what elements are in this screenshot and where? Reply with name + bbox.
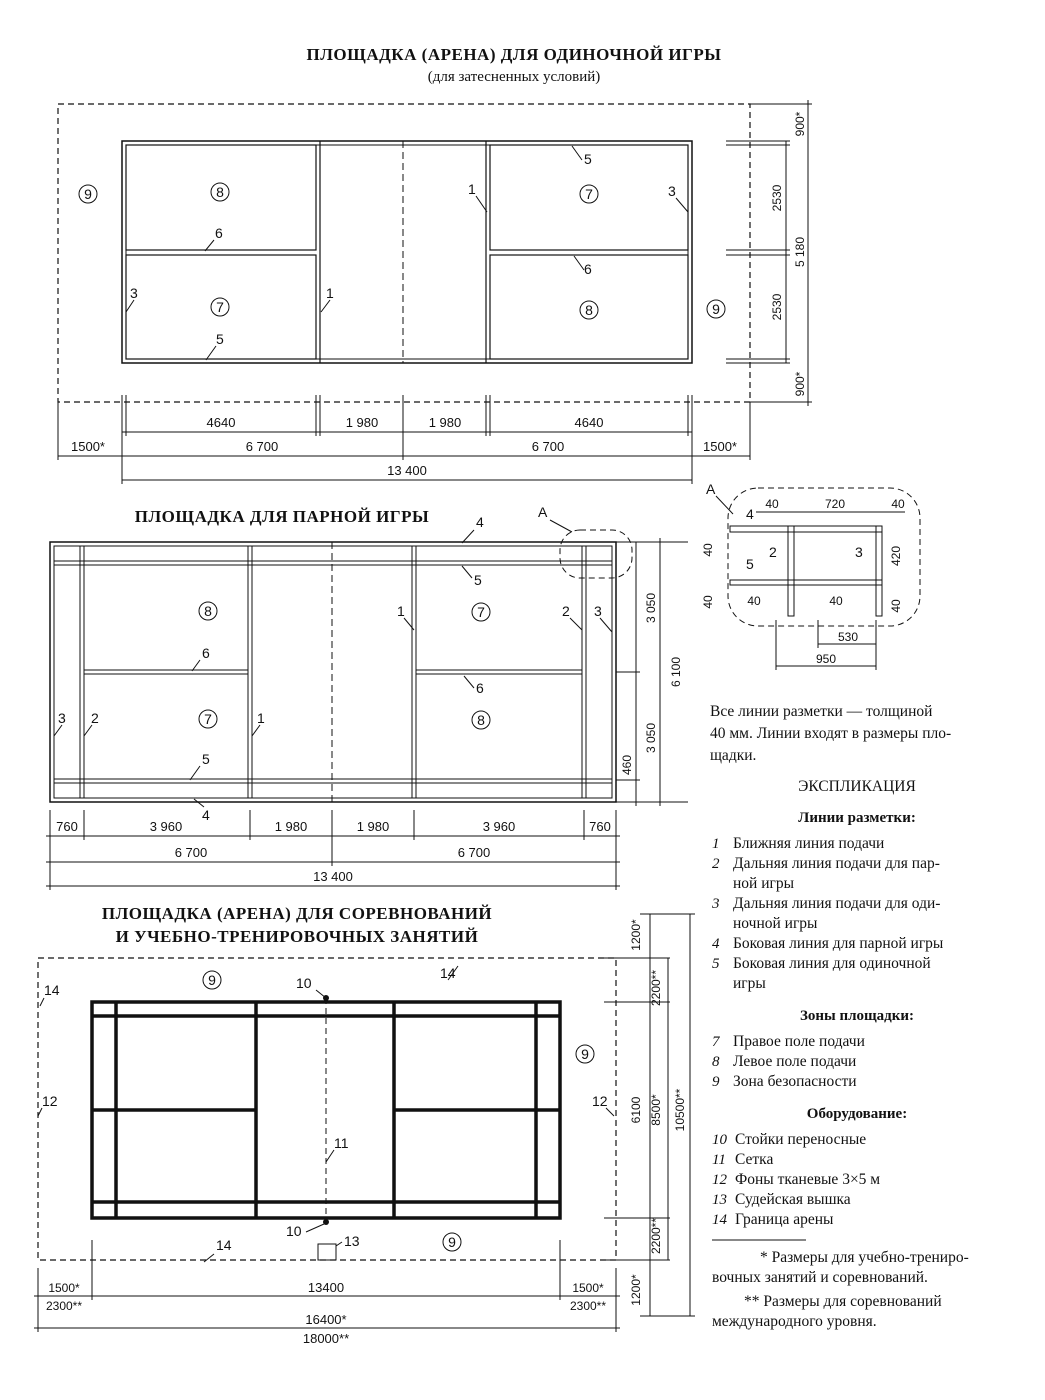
svg-text:460: 460 — [620, 754, 634, 776]
svg-text:720: 720 — [824, 497, 846, 511]
svg-text:2200**: 2200** — [649, 1217, 663, 1255]
svg-text:10: 10 — [712, 1132, 727, 1148]
svg-text:5: 5 — [474, 572, 482, 588]
svg-text:8: 8 — [204, 603, 212, 619]
svg-text:8: 8 — [477, 712, 485, 728]
svg-text:Судейская вышка: Судейская вышка — [735, 1191, 851, 1208]
svg-text:3 050: 3 050 — [644, 722, 658, 754]
svg-text:1200*: 1200* — [629, 1274, 643, 1306]
doubles-line-label-5-top — [462, 566, 482, 588]
doubles-court-title: ПЛОЩАДКА ДЛЯ ПАРНОЙ ИГРЫ — [134, 507, 430, 526]
svg-text:6: 6 — [476, 680, 484, 696]
svg-text:2: 2 — [769, 544, 777, 560]
svg-text:10500**: 10500** — [673, 1088, 687, 1132]
arena-label-14-bottom — [204, 1237, 232, 1262]
svg-text:40: 40 — [889, 599, 903, 613]
single-bottom-dimensions — [58, 395, 750, 484]
svg-text:760: 760 — [589, 819, 611, 834]
arena-label-10-bottom — [286, 1223, 324, 1239]
svg-text:2: 2 — [562, 603, 570, 619]
svg-text:13: 13 — [344, 1233, 360, 1249]
single-court-section — [58, 45, 812, 484]
svg-text:1 980: 1 980 — [345, 415, 379, 430]
svg-text:9: 9 — [84, 186, 92, 202]
svg-text:13 400: 13 400 — [313, 869, 353, 884]
svg-text:2300**: 2300** — [45, 1299, 83, 1313]
svg-text:* Размеры для учебно-трениро-: * Размеры для учебно-трениро- — [760, 1249, 969, 1266]
svg-text:13 400: 13 400 — [387, 463, 427, 478]
svg-text:9: 9 — [208, 972, 216, 988]
svg-text:8500*: 8500* — [649, 1094, 663, 1126]
arena-label-12-left — [38, 1093, 58, 1116]
svg-text:1500*: 1500* — [48, 1281, 80, 1295]
svg-text:ночной игры: ночной игры — [733, 915, 818, 932]
svg-text:5: 5 — [746, 556, 754, 572]
svg-text:вочных занятий и соревнований.: вочных занятий и соревнований. — [712, 1269, 928, 1286]
svg-text:3 960: 3 960 — [482, 819, 516, 834]
doubles-line-label-4-top — [462, 514, 484, 543]
svg-text:Стойки переносные: Стойки переносные — [735, 1131, 867, 1148]
svg-text:9: 9 — [581, 1046, 589, 1062]
svg-text:14: 14 — [44, 982, 60, 998]
svg-text:2200**: 2200** — [649, 969, 663, 1007]
single-safety-border — [58, 104, 750, 402]
single-zone-8-left — [211, 183, 229, 201]
svg-text:14: 14 — [216, 1237, 232, 1253]
svg-text:4: 4 — [746, 506, 754, 522]
single-line-label-5-top — [572, 146, 592, 167]
legend-zones-heading: Зоны площадки: — [799, 1008, 915, 1024]
svg-text:9: 9 — [712, 301, 720, 317]
svg-text:4: 4 — [202, 807, 210, 823]
single-line-label-5-bottom — [206, 331, 224, 360]
svg-text:Правое поле подачи: Правое поле подачи — [733, 1033, 865, 1050]
svg-text:щадки.: щадки. — [710, 747, 757, 764]
svg-text:1 980: 1 980 — [428, 415, 462, 430]
doubles-zone-7-right — [472, 603, 490, 621]
svg-text:18000**: 18000** — [302, 1331, 350, 1346]
svg-text:2300**: 2300** — [569, 1299, 607, 1313]
svg-text:3 050: 3 050 — [644, 592, 658, 624]
svg-text:3: 3 — [58, 710, 66, 726]
svg-text:6 700: 6 700 — [457, 845, 491, 860]
doubles-line-label-2-right — [562, 603, 582, 630]
svg-text:Ближняя линия подачи: Ближняя линия подачи — [733, 835, 885, 852]
svg-text:4640: 4640 — [206, 415, 236, 430]
svg-text:900*: 900* — [793, 111, 807, 137]
svg-text:40: 40 — [701, 543, 715, 557]
doubles-zone-8-left — [199, 602, 217, 620]
svg-text:6 700: 6 700 — [245, 439, 279, 454]
doubles-line-label-1-left — [252, 710, 265, 736]
svg-text:40: 40 — [765, 497, 779, 511]
svg-text:2530: 2530 — [770, 293, 784, 321]
svg-text:6: 6 — [202, 645, 210, 661]
svg-text:420: 420 — [889, 545, 903, 567]
svg-text:1 980: 1 980 — [274, 819, 308, 834]
single-zone-9-right — [707, 300, 725, 318]
svg-text:Левое поле подачи: Левое поле подачи — [733, 1053, 857, 1070]
svg-text:760: 760 — [56, 819, 78, 834]
svg-text:Все линии разметки — толщиной: Все линии разметки — толщиной — [710, 703, 933, 720]
svg-text:5 180: 5 180 — [793, 236, 807, 268]
svg-text:6 700: 6 700 — [174, 845, 208, 860]
svg-text:3: 3 — [855, 544, 863, 560]
svg-text:10: 10 — [296, 975, 312, 991]
arena-label-10-top — [296, 975, 326, 998]
doubles-bottom-dimensions — [46, 810, 620, 890]
svg-text:7: 7 — [216, 299, 224, 315]
svg-text:Граница арены: Граница арены — [735, 1211, 834, 1228]
svg-text:1500*: 1500* — [71, 439, 105, 454]
arena-title-line-1: ПЛОЩАДКА (АРЕНА) ДЛЯ СОРЕВНОВАНИЙ — [101, 904, 493, 923]
svg-text:40: 40 — [891, 497, 905, 511]
svg-text:12: 12 — [42, 1093, 58, 1109]
arena-zone-9-bottom — [443, 1233, 461, 1251]
svg-text:международного уровня.: международного уровня. — [712, 1313, 877, 1330]
doubles-zone-8-right — [472, 711, 490, 729]
detail-a-label: А — [706, 481, 716, 497]
single-court-inner — [126, 145, 688, 359]
svg-text:2530: 2530 — [770, 184, 784, 212]
svg-text:1: 1 — [712, 836, 720, 852]
svg-text:3: 3 — [594, 603, 602, 619]
svg-text:6 700: 6 700 — [531, 439, 565, 454]
legend-equipment-heading: Оборудование: — [806, 1106, 908, 1122]
doubles-line-label-1-right — [397, 603, 414, 630]
svg-text:4: 4 — [712, 936, 720, 952]
svg-text:Боковая линия для парной игры: Боковая линия для парной игры — [733, 935, 944, 952]
svg-text:8: 8 — [585, 302, 593, 318]
svg-text:Фоны тканевые 3×5 м: Фоны тканевые 3×5 м — [735, 1171, 881, 1188]
arena-right-dimensions — [604, 914, 695, 1316]
svg-text:5: 5 — [202, 751, 210, 767]
doubles-court-outer — [50, 542, 616, 802]
svg-text:2: 2 — [91, 710, 99, 726]
svg-text:1: 1 — [397, 603, 405, 619]
svg-text:16400*: 16400* — [305, 1312, 347, 1327]
svg-text:9: 9 — [712, 1074, 720, 1090]
svg-text:игры: игры — [733, 975, 766, 992]
single-line-label-3-left — [126, 285, 138, 312]
doubles-line-label-6-left — [192, 645, 210, 671]
svg-text:3: 3 — [712, 896, 720, 912]
arena-bottom-dimensions — [34, 1240, 620, 1346]
svg-text:5: 5 — [712, 956, 720, 972]
svg-text:Дальняя линия подачи для пар-: Дальняя линия подачи для пар- — [733, 855, 940, 872]
single-court-title: ПЛОЩАДКА (АРЕНА) ДЛЯ ОДИНОЧНОЙ ИГРЫ — [306, 45, 722, 64]
single-zone-9-left — [79, 185, 97, 203]
svg-text:1500*: 1500* — [703, 439, 737, 454]
legend-explication — [711, 778, 969, 1330]
svg-text:3 960: 3 960 — [149, 819, 183, 834]
svg-text:6: 6 — [584, 261, 592, 277]
doubles-line-label-5-bottom — [190, 751, 210, 780]
doubles-line-label-6-right — [464, 676, 484, 696]
single-line-label-3-right — [668, 183, 688, 212]
svg-text:950: 950 — [815, 652, 837, 666]
svg-text:3: 3 — [130, 285, 138, 301]
svg-text:Сетка: Сетка — [735, 1151, 774, 1168]
svg-text:14: 14 — [440, 965, 456, 981]
svg-text:6 100: 6 100 — [669, 656, 683, 688]
single-line-label-6-left — [205, 225, 223, 251]
svg-text:Боковая линия для одиночной: Боковая линия для одиночной — [733, 955, 931, 972]
doubles-line-label-2-left — [84, 710, 99, 736]
doubles-line-label-3-left — [54, 710, 66, 736]
svg-text:9: 9 — [448, 1234, 456, 1250]
single-line-label-1-right — [468, 181, 487, 212]
svg-text:8: 8 — [712, 1054, 720, 1070]
single-zone-8-right — [580, 301, 598, 319]
svg-text:7: 7 — [477, 604, 485, 620]
arena-label-14-left — [40, 982, 60, 1006]
arena-section — [34, 904, 695, 1346]
svg-text:4640: 4640 — [574, 415, 604, 430]
svg-text:1: 1 — [468, 181, 476, 197]
arena-label-14-top — [440, 965, 458, 981]
doubles-court-section — [46, 504, 688, 890]
svg-text:11: 11 — [334, 1135, 349, 1151]
svg-text:2: 2 — [712, 856, 720, 872]
svg-text:12: 12 — [592, 1093, 608, 1109]
single-line-label-6-right — [574, 256, 592, 277]
single-court-subtitle: (для затесненных условий) — [427, 69, 601, 85]
svg-text:8: 8 — [216, 184, 224, 200]
svg-text:7: 7 — [712, 1034, 720, 1050]
doubles-detail-marker — [538, 504, 632, 578]
svg-text:13: 13 — [712, 1192, 727, 1208]
doubles-right-dimensions — [616, 538, 688, 806]
svg-text:1: 1 — [257, 710, 265, 726]
single-zone-7-left — [211, 298, 229, 316]
arena-label-11 — [326, 1135, 349, 1162]
svg-text:530: 530 — [837, 630, 859, 644]
single-line-label-1-left — [321, 285, 334, 312]
legend-marking-heading: Линии разметки: — [798, 810, 916, 826]
svg-text:40: 40 — [829, 594, 843, 608]
arena-label-12-right — [592, 1093, 614, 1116]
arena-title-line-2: И УЧЕБНО-ТРЕНИРОВОЧНЫХ ЗАНЯТИЙ — [115, 927, 479, 946]
arena-umpire-chair — [318, 1233, 360, 1260]
svg-text:12: 12 — [712, 1172, 727, 1188]
detail-a — [701, 481, 920, 670]
svg-text:6: 6 — [215, 225, 223, 241]
arena-zone-9-top — [203, 971, 221, 989]
svg-text:1: 1 — [326, 285, 334, 301]
svg-text:4: 4 — [476, 514, 484, 530]
svg-text:7: 7 — [585, 186, 593, 202]
doubles-court-inner — [54, 546, 612, 798]
single-zone-7-right — [580, 185, 598, 203]
svg-text:40: 40 — [747, 594, 761, 608]
svg-text:6100: 6100 — [629, 1096, 643, 1124]
svg-text:5: 5 — [584, 151, 592, 167]
svg-text:ной игры: ной игры — [733, 875, 795, 892]
doubles-zone-7-left — [199, 710, 217, 728]
svg-text:900*: 900* — [793, 371, 807, 397]
svg-text:Зона безопасности: Зона безопасности — [733, 1073, 857, 1090]
svg-text:** Размеры для соревнований: ** Размеры для соревнований — [744, 1293, 942, 1310]
svg-text:40 мм. Линии входят в размеры: 40 мм. Линии входят в размеры пло- — [710, 725, 952, 742]
legend-title: ЭКСПЛИКАЦИЯ — [798, 778, 916, 795]
svg-text:А: А — [538, 504, 548, 520]
single-right-dimensions — [726, 100, 812, 406]
svg-text:Дальняя линия подачи для оди-: Дальняя линия подачи для оди- — [733, 895, 941, 912]
svg-text:7: 7 — [204, 711, 212, 727]
svg-text:3: 3 — [668, 183, 676, 199]
marking-note — [710, 703, 951, 764]
svg-text:1500*: 1500* — [572, 1281, 604, 1295]
svg-text:14: 14 — [712, 1212, 727, 1228]
arena-zone-9-right — [576, 1045, 594, 1063]
svg-text:40: 40 — [701, 595, 715, 609]
svg-text:1 980: 1 980 — [356, 819, 390, 834]
svg-text:13400: 13400 — [307, 1280, 345, 1295]
single-court-outer — [122, 141, 692, 363]
svg-text:5: 5 — [216, 331, 224, 347]
svg-text:11: 11 — [712, 1152, 726, 1168]
doubles-line-label-3-right — [594, 603, 612, 632]
svg-text:10: 10 — [286, 1223, 302, 1239]
svg-text:1200*: 1200* — [629, 919, 643, 951]
